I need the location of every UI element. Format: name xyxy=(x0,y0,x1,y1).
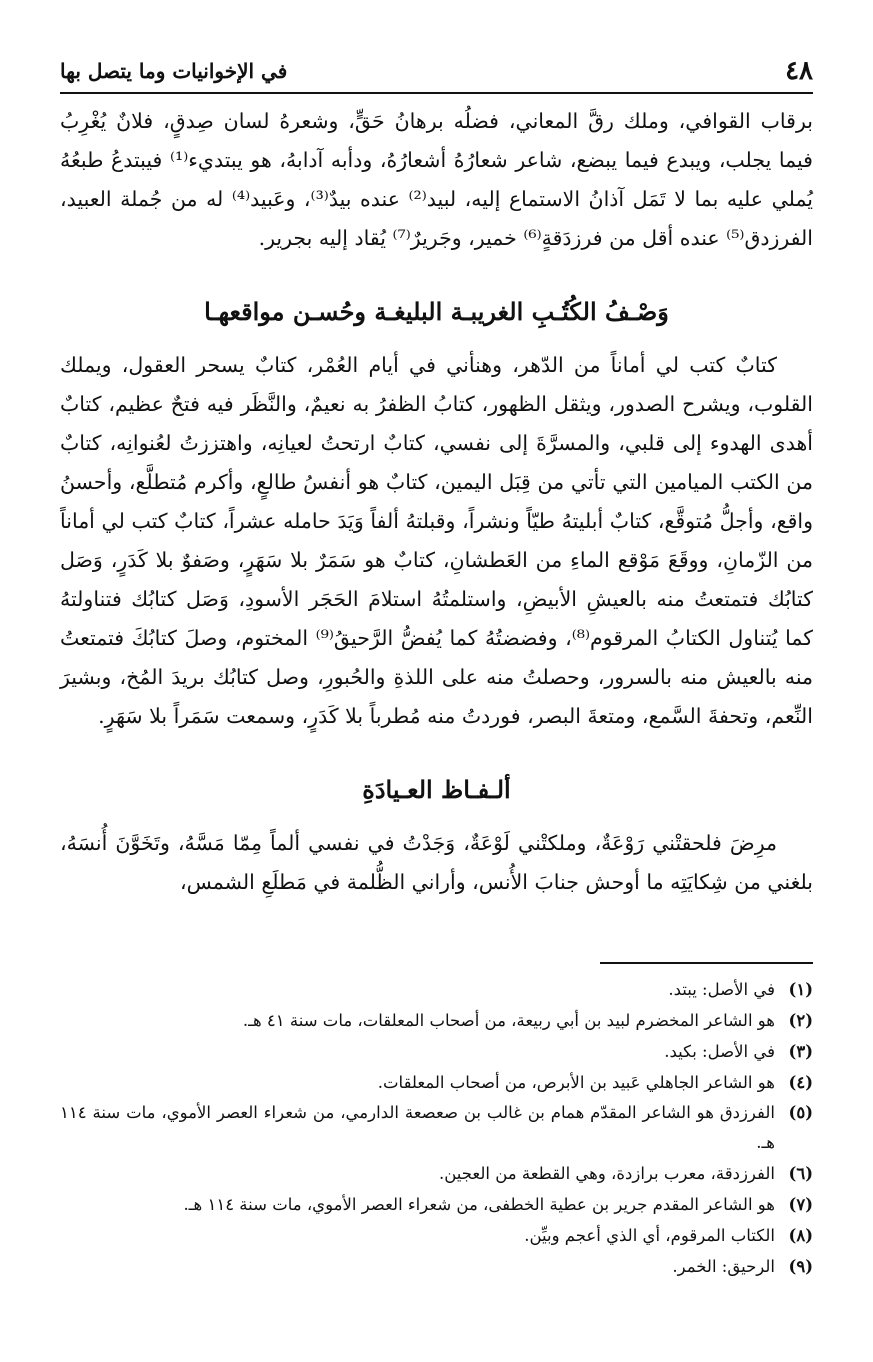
paragraph-2: كتابٌ كتب لي أماناً من الدّهر، وهنأني في أيام العُمْر، كتابٌ يسحر العقول، ويملك القلوب، ويشرح الصدور، ويثقل الظهور، كتابُ الظفرُ به نعيمٌ، والنَّظَر فيه فتحٌ عظيم، كتابٌ أهدى الهدوء إلى قلبي، والمسرَّةَ إلى نفسي، كتابٌ ارتحتُ لعيانِه، واهتززتُ لعُنوانِه، كتابٌ من الكتب الميامين التي تأتي من قِبَل اليمين، كتابٌ هو أنفسُ طالعٍ، وأكرم مُتطلَّع، وأحسنُ واقع، وأجلُّ مُتوقَّع، كتابٌ أبليتهُ طيّاً ونشراً، وقبلتهُ ألفاً وَيَدَ حامله عشراً، كتابٌ كتب لي أماناً من الزّمانِ، ووقَعَ مَوْقع الماءِ من العَطشانِ، كتابٌ هو سَمَرٌ بلا سَهَرٍ، وصَفوٌ بلا كَدَرٍ، وَصَل كتابُك فتمتعتُ منه بالعيشِ الأبيضِ، واستلمتُهُ استلامَ الحَجَر الأسودِ، وَصَل كتابُك فتناولتهُ كما يُتناول الكتابُ المرقوم⁽⁸⁾، وفضضتُهُ كما يُفضُّ الرَّحيقُ⁽⁹⁾ المختوم، وصلَ كتابُكَ فتمتعتُ منه بالعيش منه بالسرور، وحصلتُ منه على اللذةِ والحُبورِ، وصل كتابُك بريدَ المُخ، وبشيرَ النِّعم، وتحفةَ السَّمع، ومتعةَ البصر، فوردتُ منه مُطرباً بلا كَدَرٍ، وسمعت سَمَراً بلا سَهَرٍ. xyxy=(60,353,813,728)
footnote xyxy=(60,1189,813,1220)
paragraph-1: برقاب القوافي، وملك رقَّ المعاني، فضلُه برهانُ حَقٍّ، وشعرهُ لسان صِدقٍ، فلانٌ يُغْرِبُ فيما يجلب، ويبدع فيما يبضع، شاعر شعارُهُ أشعارُهُ، ودأبه آدابهُ، هو يبتديء⁽¹⁾ فيبتدعُ طبعُهُ يُملي عليه بما لا تَمَل آذانُ الاستماع إليه، لبيد⁽²⁾ عنده بيدٌ⁽³⁾، وعَبيد⁽⁴⁾ له من جُملة العبيد، الفرزدق⁽⁵⁾ عنده أقل من فرزدَقةٍ⁽⁶⁾ خمير، وجَريرٌ⁽⁷⁾ يُقاد إليه بجرير. xyxy=(60,109,813,250)
footnotes-rule xyxy=(600,962,813,964)
footnote-number: (٥) xyxy=(788,1103,813,1122)
footnote-text: هو الشاعر الجاهلي عَبيد بن الأبرص، من أصحاب المعلقات. xyxy=(377,1073,775,1092)
footnote-text: الفرزدقة، معرب برازدة، وهي القطعة من العجين. xyxy=(438,1164,775,1183)
footnote xyxy=(60,974,813,1005)
footnote xyxy=(60,1251,813,1282)
footnote-number: (٧) xyxy=(788,1195,813,1214)
footnote xyxy=(60,1036,813,1067)
footnote-number: (٤) xyxy=(788,1073,813,1092)
footnote xyxy=(60,1220,813,1251)
footnote xyxy=(60,1098,813,1158)
footnote-text: في الأصل: يبتد. xyxy=(668,980,775,999)
section-title-books: وَصْـفُ الكُتُـبِ الغريبـة البليغـة وحُسـن مواقعهـا xyxy=(204,297,669,326)
footnote-text: الكتاب المرقوم، أي الذي أعجم وبيِّن. xyxy=(524,1226,775,1245)
footnote xyxy=(60,1158,813,1189)
footnote-number: (٨) xyxy=(788,1226,813,1245)
paragraph-3: مرِضَ فلحقتْني رَوْعَةٌ، وملكتْني لَوْعَةٌ، وَجَدْتُ في نفسي ألماً مِمّا مَسَّهُ، وتَخَوَّنَ أُنسَهُ، بلغني من شِكايَتِه ما أوحش جنابَ الأُنس، وأراني الظُّلمة في مَطلَعِ الشمس، xyxy=(60,831,813,894)
footnote-text: هو الشاعر المقدم جرير بن عطية الخطفى، من شعراء العصر الأموي، مات سنة ١١٤ هـ. xyxy=(183,1195,775,1214)
header-rule xyxy=(60,92,813,94)
footnote-text: الفرزدق هو الشاعر المقدّم همام بن غالب بن صعصعة الدارمي، من شعراء العصر الأموي، مات سنة ١١٤ هـ. xyxy=(60,1103,775,1152)
footnote-number: (٢) xyxy=(788,1011,813,1030)
footnotes xyxy=(60,974,813,1282)
footnote-text: هو الشاعر المخضرم لبيد بن أبي ربيعة، من أصحاب المعلقات، مات سنة ٤١ هـ. xyxy=(242,1011,775,1030)
footnote xyxy=(60,1005,813,1036)
footnote xyxy=(60,1067,813,1098)
footnote-number: (٩) xyxy=(788,1257,813,1276)
page-header xyxy=(60,54,813,88)
footnote-number: (٣) xyxy=(788,1042,813,1061)
footnote-text: في الأصل: بكيد. xyxy=(664,1042,775,1061)
footnote-text: الرحيق: الخمر. xyxy=(672,1257,775,1276)
page-number: ٤٨ xyxy=(785,56,813,86)
footnote-number: (١) xyxy=(788,980,813,999)
main-text xyxy=(60,102,813,902)
section-title-visiting: ألـفـاظ العـيادَةِ xyxy=(362,775,511,804)
footnote-number: (٦) xyxy=(788,1164,813,1183)
running-head: في الإخوانيات وما يتصل بها xyxy=(60,59,288,83)
